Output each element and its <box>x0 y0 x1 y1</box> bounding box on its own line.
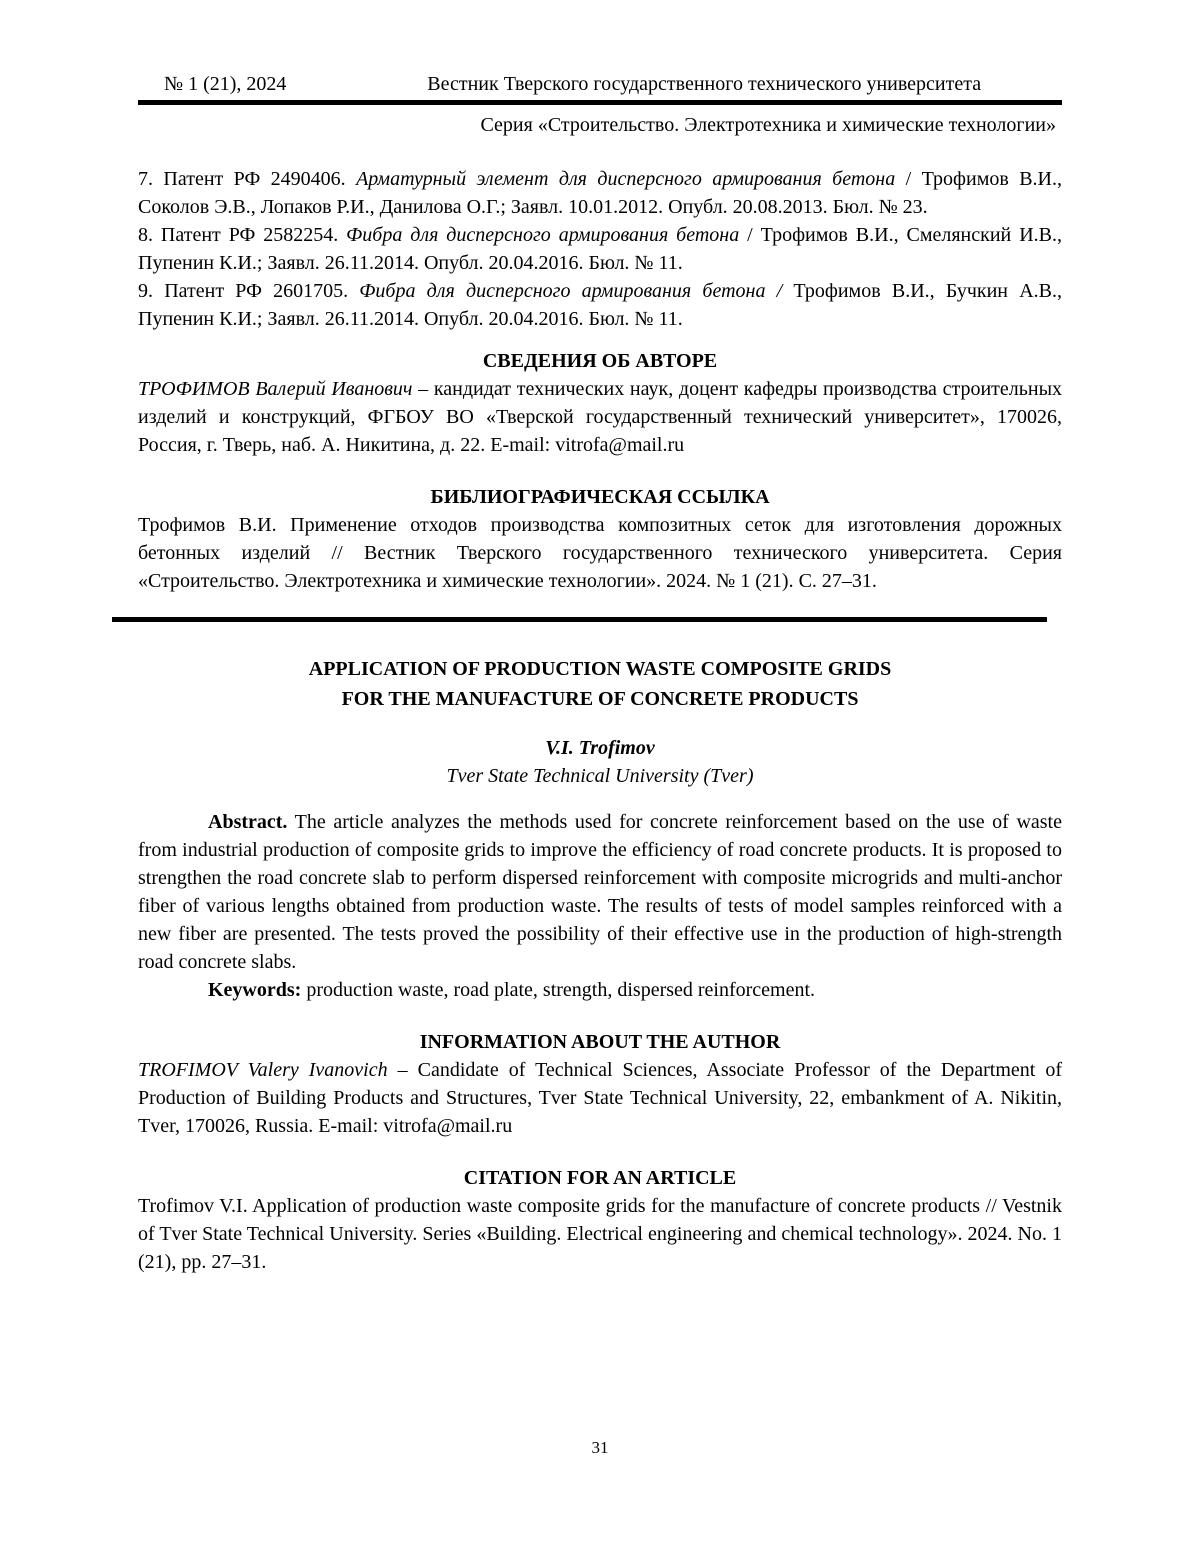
abstract-label: Abstract. <box>208 811 288 833</box>
journal-header-row <box>138 70 1062 105</box>
author-info-ru-text: – кандидат технических наук, доцент кафедры производства строительных изделий и конструкций, ФГБОУ ВО «Тверской государственный технический университет», 170026, Россия, г. Тверь, наб. А. Никитина, д. 22. E-mail: vitrofa@mail.ru <box>138 378 1062 456</box>
reference-8-prefix: 8. Патент РФ 2582254. <box>138 224 347 246</box>
author-name-ru: ТРОФИМОВ Валерий Иванович <box>138 378 413 400</box>
reference-item-7 <box>138 165 1062 221</box>
keywords-paragraph <box>138 976 1062 1004</box>
article-title-en-line2: FOR THE MANUFACTURE OF CONCRETE PRODUCTS <box>341 688 859 710</box>
reference-8-title: Фибра для дисперсного армирования бетона <box>346 224 740 246</box>
author-info-ru-heading: СВЕДЕНИЯ ОБ АВТОРЕ <box>482 350 718 372</box>
citation-en-heading: CITATION FOR AN ARTICLE <box>463 1167 737 1189</box>
citation-ru-heading: БИБЛИОГРАФИЧЕСКАЯ ССЫЛКА <box>430 486 770 508</box>
reference-9-title: Фибра для дисперсного армирования бетона / <box>359 280 783 302</box>
page-number: 31 <box>591 1438 609 1457</box>
reference-7-prefix: 7. Патент РФ 2490406. <box>138 168 357 190</box>
author-info-en-text: – Candidate of Technical Sciences, Associate Professor of the Department of Production of Building Products and Structures, Tver State Technical University, 22, embankment of A. Nikitin, Tver, 170026, Russia. E-mail: vitrofa@mail.ru <box>138 1059 1062 1137</box>
reference-7-title: Арматурный элемент для дисперсного армирования бетона <box>356 168 896 190</box>
article-title-en <box>138 654 1062 714</box>
issue-number: № 1 (21), 2024 <box>164 73 287 95</box>
journal-title: Вестник Тверского государственного технического университета <box>427 73 982 95</box>
keywords-text: production waste, road plate, strength, dispersed reinforcement. <box>301 979 816 1001</box>
abstract-paragraph <box>138 808 1062 976</box>
article-title-en-line1: APPLICATION OF PRODUCTION WASTE COMPOSITE GRIDS <box>308 658 892 680</box>
reference-item-9 <box>138 277 1062 333</box>
reference-item-8 <box>138 221 1062 277</box>
section-divider <box>112 617 1047 622</box>
author-en: V.I. Trofimov <box>545 737 655 759</box>
reference-8-tail: / Трофимов В.И., Смелянский И.В., Пупенин К.И.; Заявл. 26.11.2014. Опубл. 20.04.2016. Бюл. № 11. <box>138 224 1062 274</box>
citation-ru-paragraph: Трофимов В.И. Применение отходов производства композитных сеток для изготовления дорожных бетонных изделий // Вестник Тверского государственного технического университета. Серия «Строительство. Электротехника и химические технологии». 2024. № 1 (21). С. 27–31. <box>138 514 1062 592</box>
author-name-en: TROFIMOV Valery Ivanovich <box>138 1059 388 1081</box>
keywords-label: Keywords: <box>208 979 302 1001</box>
citation-en-paragraph: Trofimov V.I. Application of production waste composite grids for the manufacture of concrete products // Vestnik of Tver State Technical University. Series «Building. Electrical engineering and chemical technology». 2024. No. 1 (21), pp. 27–31. <box>138 1195 1062 1273</box>
references-list <box>138 165 1062 333</box>
reference-7-tail: / Трофимов В.И., Соколов Э.В., Лопаков Р.И., Данилова О.Г.; Заявл. 10.01.2012. Опубл. 20.08.2013. Бюл. № 23. <box>138 168 1062 218</box>
affiliation-en: Tver State Technical University (Tver) <box>446 765 754 787</box>
abstract-text: The article analyzes the methods used for concrete reinforcement based on the use of waste from industrial production of composite grids to improve the efficiency of road concrete products. It is proposed to strengthen the road concrete slab to perform dispersed reinforcement with composite microgrids and multi-anchor fiber of various lengths obtained from production waste. The results of tests of model samples reinforced with a new fiber are presented. The tests proved the possibility of their effective use in the production of high-strength road concrete slabs. <box>138 811 1062 973</box>
journal-series: Серия «Строительство. Электротехника и химические технологии» <box>480 114 1056 136</box>
reference-9-prefix: 9. Патент РФ 2601705. <box>138 280 360 302</box>
reference-9-tail: Трофимов В.И., Бучкин А.В., Пупенин К.И.; Заявл. 26.11.2014. Опубл. 20.04.2016. Бюл. № 11. <box>138 280 1063 330</box>
author-info-ru-paragraph <box>138 375 1062 459</box>
author-info-en-paragraph <box>138 1056 1062 1140</box>
author-info-en-heading: INFORMATION ABOUT THE AUTHOR <box>419 1031 781 1053</box>
journal-header <box>138 70 1062 139</box>
